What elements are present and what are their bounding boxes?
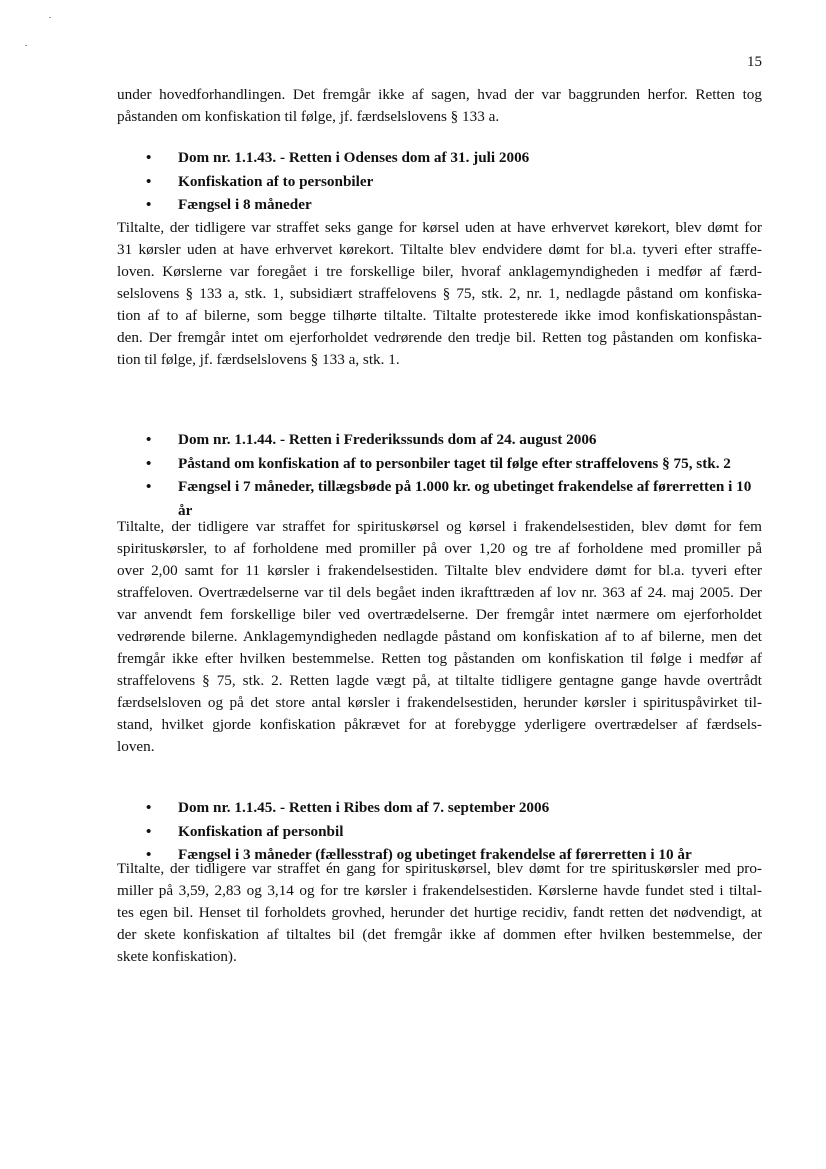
- bullet-item: [146, 146, 766, 170]
- bullet-icon: •: [146, 454, 152, 472]
- text-line: vedrørende bilerne. Anklagemyndigheden nedlagde påstand om konfiskation af to af bilerne, men det: [117, 628, 762, 645]
- text-line: straffelovens § 75, stk. 2. Retten lagde vægt på, at tiltalte tidligere gentagne gange havde overtrådt: [117, 672, 762, 689]
- paragraph-case-1143: [117, 217, 762, 371]
- text-line: Tiltalte, der tidligere var straffet én gang for spirituskørsel, blev dømt for tre spirituskørsler med pro-: [117, 860, 762, 877]
- bullet-item: [146, 820, 766, 844]
- text-line: skete konfiskation).: [117, 948, 237, 965]
- bullet-text: Fængsel i 8 måneder: [178, 196, 312, 213]
- bullet-icon: •: [146, 149, 152, 166]
- bullet-icon: •: [146, 799, 152, 816]
- text-line: fremgår ikke efter hvilken bestemmelse. Retten tog påstanden om konfiskation til følge i medfør af: [117, 650, 762, 667]
- text-line: færdselsloven og på det store antal kørsler i frakendelsestiden, herunder kørsler i spirituspåvirket til-: [117, 694, 762, 711]
- case-summary-1144: [146, 428, 766, 522]
- scan-speck: [25, 45, 27, 46]
- text-line: over 2,00 samt for 11 kørsler i frakendelsestiden. Tiltalte blev endvidere dømt for bl.a. tyveri efter: [117, 562, 762, 579]
- bullet-item: [146, 475, 766, 522]
- bullet-icon: •: [146, 846, 152, 863]
- bullet-text: Konfiskation af personbil: [178, 822, 344, 840]
- text-line: den. Der fremgår intet om ejerforholdet vedrørende den tredje bil. Retten tog påstanden om konfiska-: [117, 329, 762, 346]
- bullet-icon: •: [146, 822, 152, 840]
- bullet-text: Dom nr. 1.1.43. - Retten i Odenses dom af 31. juli 2006: [178, 149, 530, 166]
- paragraph-case-1145: [117, 858, 762, 968]
- bullet-item: [146, 452, 766, 476]
- text-line: tion til følge, jf. færdselslovens § 133 a, stk. 1.: [117, 351, 400, 368]
- text-line: spirituskørsler, to af forholdene med promiller på over 1,20 og tre af forholdene med promiller på: [117, 540, 762, 557]
- case-summary-1143: [146, 146, 766, 217]
- bullet-icon: •: [146, 478, 152, 495]
- text-line: Tiltalte, der tidligere var straffet seks gange for kørsel uden at have erhvervet kørekort, blev dømt for: [117, 219, 762, 236]
- bullet-icon: •: [146, 431, 152, 448]
- bullet-text: Dom nr. 1.1.44. - Retten i Frederikssunds dom af 24. august 2006: [178, 431, 597, 448]
- text-line: tes egen bil. Henset til forholdets grovhed, herunder det hurtige recidiv, fandt retten det nødvendigt, at: [117, 904, 762, 921]
- text-line: Tiltalte, der tidligere var straffet for spirituskørsel og kørsel i frakendelsestiden, blev dømt for fem: [117, 518, 762, 535]
- text-line: miller på 3,59, 2,83 og 3,14 og for tre kørsler i frakendelsestiden. Kørslerne havde fundet sted i tiltal-: [117, 882, 762, 899]
- bullet-item: [146, 170, 766, 194]
- text-line: straffeloven. Overtrædelserne var til dels begået inden ikrafttræden af lov nr. 363 af 24. maj 2005. Der: [117, 584, 762, 601]
- scan-speck: [49, 17, 51, 18]
- text-line: var anvendt fem forskellige biler ved overtrædelserne. Der fremgår intet nærmere om ejerforholdet: [117, 606, 762, 623]
- bullet-text: Dom nr. 1.1.45. - Retten i Ribes dom af 7. september 2006: [178, 799, 550, 816]
- bullet-item: [146, 193, 766, 217]
- bullet-text: Fængsel i 3 måneder (fællesstraf) og ubetinget frakendelse af førerretten i 10 år: [178, 846, 692, 863]
- bullet-item: [146, 428, 766, 452]
- text-line: under hovedforhandlingen. Det fremgår ikke af sagen, hvad der var baggrunden herfor. Retten tog: [117, 86, 762, 103]
- bullet-text: Påstand om konfiskation af to personbiler taget til følge efter straffelovens § 75, stk. 2: [178, 454, 731, 472]
- text-line: selslovens § 133 a, stk. 1, subsidiært straffelovens § 75, stk. 2, nr. 1, nedlagde påstand om konfiska-: [117, 285, 762, 302]
- bullet-icon: •: [146, 172, 152, 190]
- text-line: 31 kørsler uden at have erhvervet kørekort. Tiltalte blev endvidere dømt for bl.a. tyveri efter straffe-: [117, 241, 762, 258]
- text-line: loven.: [117, 738, 155, 755]
- text-line: stand, hvilket gjorde konfiskation påkrævet for at forebygge yderligere overtrædelser af færdsels-: [117, 716, 762, 733]
- text-line: loven. Kørslerne var foregået i tre forskellige biler, hvoraf anklagemyndigheden i medfør af færd-: [117, 263, 762, 280]
- bullet-icon: •: [146, 196, 152, 213]
- bullet-text: Konfiskation af to personbiler: [178, 172, 374, 190]
- bullet-item: [146, 796, 766, 820]
- text-line: der skete konfiskation af tiltaltes bil (det fremgår ikke af dommen efter hvilken bestemmelse, der: [117, 926, 762, 943]
- text-line: påstanden om konfiskation til følge, jf. færdselslovens § 133 a.: [117, 108, 500, 125]
- case-summary-1145: [146, 796, 766, 867]
- paragraph-continuation: [117, 84, 762, 128]
- text-line: tion af to af bilerne, som begge tilhørte tiltalte. Tiltalte protesterede ikke imod konfiskationspåstan-: [117, 307, 762, 324]
- bullet-text: Fængsel i 7 måneder, tillægsbøde på 1.000 kr. og ubetinget frakendelse af førerretten i 10 år: [178, 478, 752, 519]
- page-number: 15: [747, 54, 762, 70]
- paragraph-case-1144: [117, 516, 762, 758]
